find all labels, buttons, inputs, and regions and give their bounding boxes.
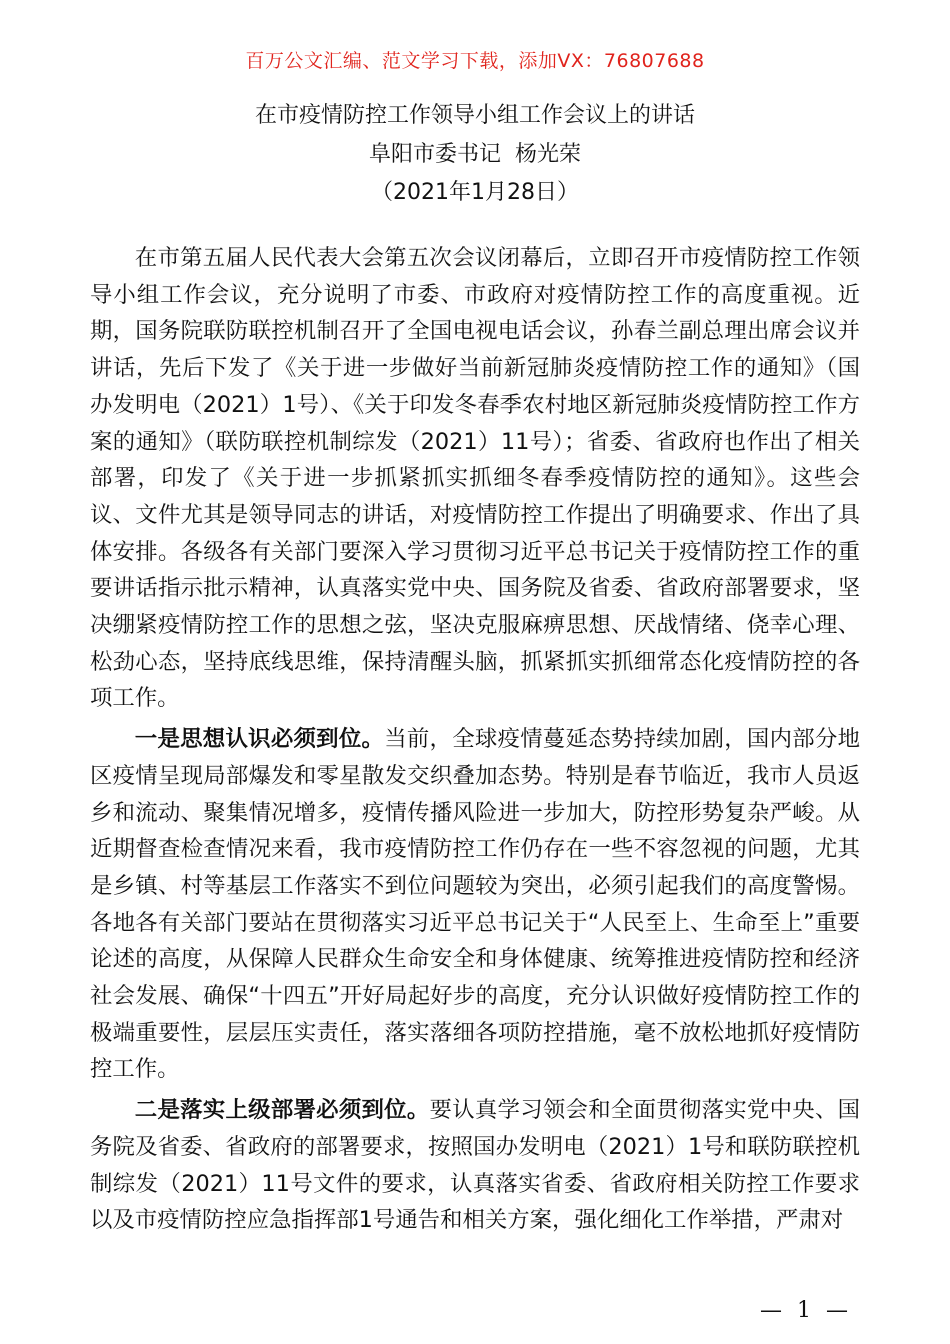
speech-date: （2021年1月28日） [371, 180, 579, 205]
page-number: — 1 — [760, 1298, 852, 1323]
paragraph-lead: 一是思想认识必须到位。 [134, 726, 385, 753]
paragraph-text: 在市第五届人民代表大会第五次会议闭幕后，立即召开市疫情防控工作领导小组工作会议，充分说明了市委、市政府对疫情防控工作的高度重视。近期，国务院联防联控机制召开了全国电视电话会议，孙春兰副总理出席会议并讲话，先后下发了《关于进一步做好当前新冠肺炎疫情防控工作的通知》（国办发明电（2021）1号）、《关于印发冬春季农村地区新冠肺炎疫情防控工作方案的通知》（联防联控机制综发（2021）11号）；省委、省政府也作出了相关部署，印发了《关于进一步抓紧抓实抓细冬春季疫情防控的通知》。这些会议、文件尤其是领导同志的讲话，对疫情防控工作提出了明确要求、作出了具体安排。各级各有关部门要深入学习贯彻习近平总书记关于疫情防控工作的重要讲话指示批示精神，认真落实党中央、国务院及省委、省政府部署要求，坚决绷紧疫情防控工作的思想之弦，坚决克服麻痹思想、厌战情绪、侥幸心理、松劲心态，坚持底线思维，保持清醒头脑，抓紧抓实抓细常态化疫情防控的各项工作。 [90, 245, 860, 712]
paragraph-intro [90, 240, 860, 717]
paragraph-lead: 二是落实上级部署必须到位。 [134, 1097, 430, 1124]
paragraph-text: 当前，全球疫情蔓延态势持续加剧，国内部分地区疫情呈现局部爆发和零星散发交织叠加态势。特别是春节临近，我市人员返乡和流动、聚集情况增多，疫情传播风险进一步加大，防控形势复杂严峻。从近期督查检查情况来看，我市疫情防控工作仍存在一些不容忽视的问题，尤其是乡镇、村等基层工作落实不到位问题较为突出，必须引起我们的高度警惕。各地各有关部门要站在贯彻落实习近平总书记关于“人民至上、生命至上”重要论述的高度，从保障人民群众生命安全和身体健康、统筹推进疫情防控和经济社会发展、确保“十四五”开好局起好步的高度，充分认识做好疫情防控工作的极端重要性，层层压实责任，落实落细各项防控措施，毫不放松地抓好疫情防控工作。 [90, 726, 861, 1083]
watermark-banner: 百万公文汇编、范文学习下载，添加VX：76807688 [245, 50, 705, 72]
paragraph-point-two [90, 1092, 860, 1239]
document-body [90, 240, 860, 1243]
paragraph-point-one [90, 721, 860, 1088]
speech-author: 阜阳市委书记 杨光荣 [369, 142, 581, 167]
speech-title: 在市疫情防控工作领导小组工作会议上的讲话 [254, 103, 695, 128]
paragraph-text: 要认真学习领会和全面贯彻落实党中央、国务院及省委、省政府的部署要求，按照国办发明电（2021）1号和联防联控机制综发（2021）11号文件的要求，认真落实省委、省政府相关防控工作要求以及市疫情防控应急指挥部1号通告和相关方案，强化细化工作举措，严肃对 [90, 1097, 861, 1234]
